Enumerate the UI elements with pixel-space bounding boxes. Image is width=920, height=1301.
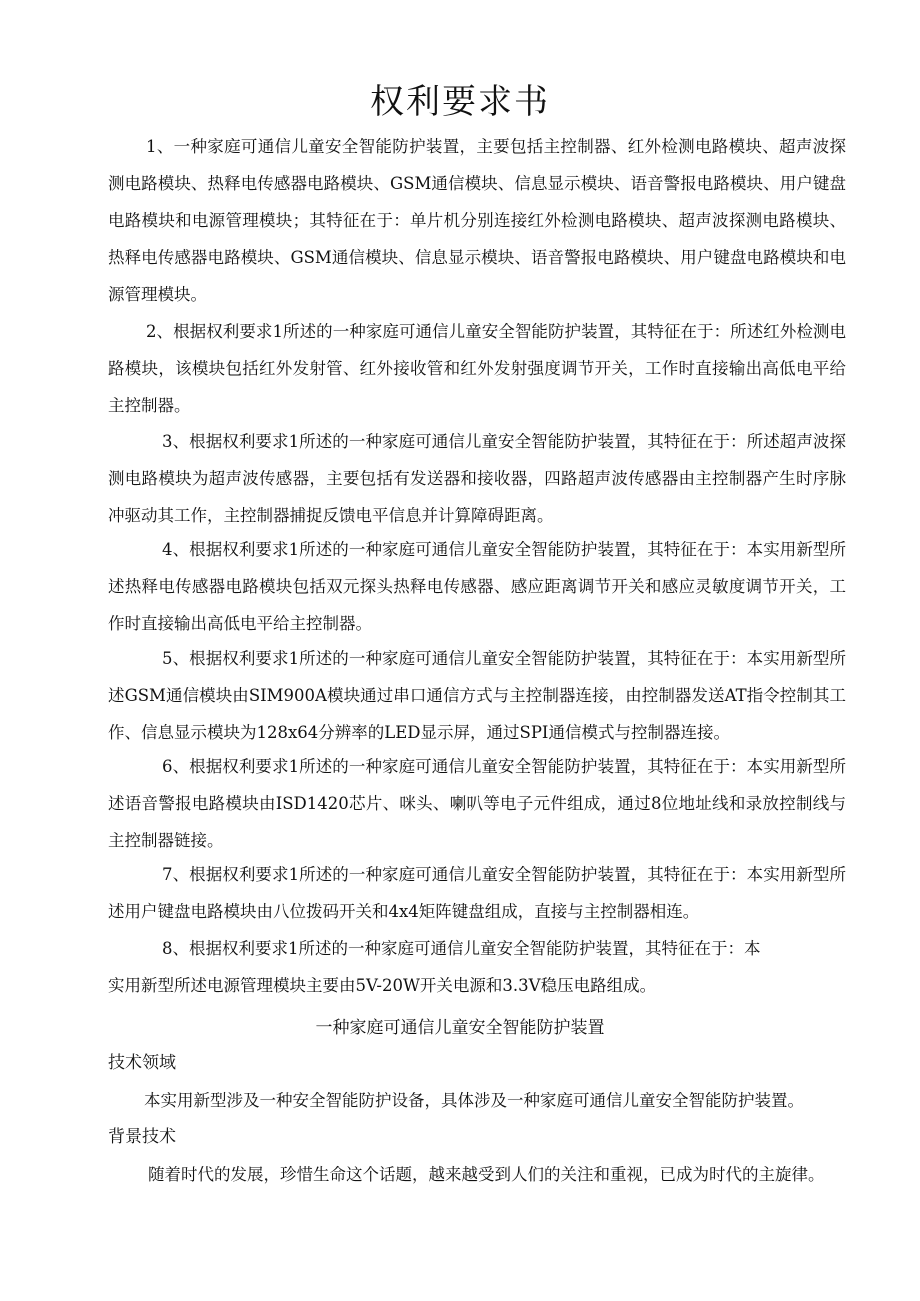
page-title: 权利要求书 <box>370 82 550 122</box>
claim-8-line-2: 实用新型所述电源管理模块主要由5V-20W开关电源和3.3V稳压电路组成。 <box>108 976 657 995</box>
claim-4: 4、根据权利要求1所述的一种家庭可通信儿童安全智能防护装置，其特征在于：本实用新型所述热释电传感器电路模块包括双元探头热释电传感器、感应距离调节开关和感应灵敏度调节开关，工作时直接输出高低电平给主控制器。 <box>108 540 846 633</box>
claim-7: 7、根据权利要求1所述的一种家庭可通信儿童安全智能防护装置，其特征在于：本实用新型所述用户键盘电路模块由八位拨码开关和4x4矩阵键盘组成，直接与主控制器相连。 <box>108 865 846 921</box>
claim-6: 6、根据权利要求1所述的一种家庭可通信儿童安全智能防护装置，其特征在于：本实用新型所述语音警报电路模块由ISD1420芯片、咪头、喇叭等电子元件组成，通过8位地址线和录放控制线与主控制器链接。 <box>108 757 846 850</box>
claim-8-line-1: 8、根据权利要求1所述的一种家庭可通信儿童安全智能防护装置，其特征在于：本 <box>162 939 761 958</box>
claim-1: 1、一种家庭可通信儿童安全智能防护装置，主要包括主控制器、红外检测电路模块、超声波探测电路模块、热释电传感器电路模块、GSM通信模块、信息显示模块、语音警报电路模块、用户键盘电路模块和电源管理模块；其特征在于：单片机分别连接红外检测电路模块、超声波探测电路模块、热释电传感器电路模块、GSM通信模块、信息显示模块、语音警报电路模块、用户键盘电路模块和电源管理模块。 <box>108 137 846 304</box>
claim-3: 3、根据权利要求1所述的一种家庭可通信儿童安全智能防护装置，其特征在于：所述超声波探测电路模块为超声波传感器，主要包括有发送器和接收器，四路超声波传感器由主控制器产生时序脉冲驱动其工作，主控制器捕捉反馈电平信息并计算障碍距离。 <box>108 432 846 525</box>
background-heading: 背景技术 <box>108 1127 176 1147</box>
technical-field-text: 本实用新型涉及一种安全智能防护设备，具体涉及一种家庭可通信儿童安全智能防护装置。 <box>144 1091 804 1110</box>
claim-2: 2、根据权利要求1所述的一种家庭可通信儿童安全智能防护装置，其特征在于：所述红外检测电路模块，该模块包括红外发射管、红外接收管和红外发射强度调节开关，工作时直接输出高低电平给主控制器。 <box>108 322 846 415</box>
description-title: 一种家庭可通信儿童安全智能防护装置 <box>315 1018 605 1038</box>
technical-field-heading: 技术领域 <box>108 1053 176 1073</box>
background-text: 随着时代的发展，珍惜生命这个话题，越来越受到人们的关注和重视，已成为时代的主旋律。 <box>148 1165 825 1184</box>
claim-5: 5、根据权利要求1所述的一种家庭可通信儿童安全智能防护装置，其特征在于：本实用新型所述GSM通信模块由SIM900A模块通过串口通信方式与主控制器连接，由控制器发送AT指令控制其工作、信息显示模块为128x64分辨率的LED显示屏，通过SPI通信模式与控制器连接。 <box>108 649 846 742</box>
